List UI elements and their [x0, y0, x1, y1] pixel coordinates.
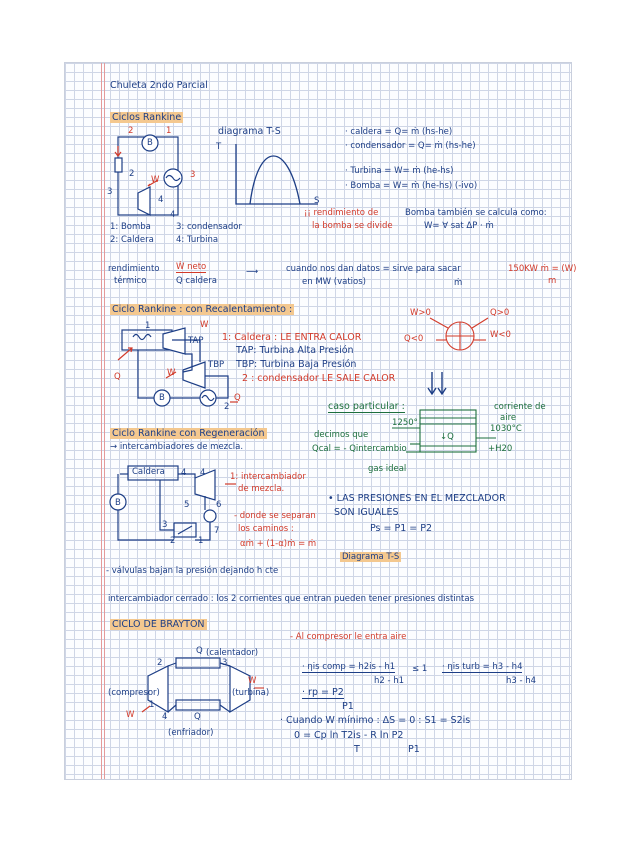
reheat-diagram-label: B	[159, 393, 165, 403]
regen-diagram-label: 2	[170, 536, 176, 546]
sign-w-neg: W<0	[490, 330, 511, 340]
caso-corriente: corriente de	[494, 402, 546, 412]
sign-q-pos: Q>0	[490, 308, 510, 318]
rankine-diagram-label: W	[151, 175, 160, 185]
rankine-diagram-label: 2	[128, 126, 134, 136]
brayton-diagram-label: 1	[149, 700, 155, 710]
presiones-eq: Ps = P1 = P2	[370, 523, 433, 534]
section-heading-rankine: Ciclos Rankine	[112, 112, 182, 123]
note-rendimiento-bomba: ¡¡ rendimiento de	[304, 208, 379, 218]
rankine-diagram-label: 1	[166, 126, 172, 136]
note-mw: ṁ	[454, 278, 463, 288]
section-heading-regen: Ciclo Rankine con Regeneración	[112, 428, 265, 439]
brayton-diagram-label: 4	[162, 712, 168, 722]
section-heading-brayton: CICLO DE BRAYTON	[112, 619, 205, 630]
regen-note: los caminos :	[238, 524, 294, 534]
presiones-note: SON IGUALES	[334, 507, 399, 518]
entropy-eq-den: T	[354, 744, 360, 755]
regen-diagram-label: 7	[214, 526, 220, 536]
brayton-calentador: (calentador)	[206, 648, 259, 658]
regen-subheading: → intercambiadores de mezcla.	[110, 442, 244, 452]
ts-diagram-title: diagrama T-S	[218, 126, 281, 137]
reheat-diagram-label: Q	[114, 372, 121, 382]
note-150kw: 150KW ṁ = (W)	[508, 264, 577, 274]
regen-caldera-box: Caldera	[132, 467, 165, 477]
regen-diagram-label: 4	[200, 468, 206, 478]
reheat-line-condensador: 2 : condensador LE SALE CALOR	[242, 373, 396, 384]
regen-note: - donde se separan	[234, 511, 316, 521]
regen-diagram-label: 4	[181, 468, 187, 478]
rankine-diagram-label: B	[147, 138, 153, 148]
eta-comp: · ηis comp = h2is - h1	[302, 662, 396, 672]
note-150kw-den: m	[548, 276, 557, 286]
note-mw: cuando nos dan datos = sirve para sacar	[286, 264, 461, 274]
regen-note: 1: intercambiador	[230, 472, 306, 482]
brayton-diagram-label: W	[126, 710, 135, 720]
caso-temp-right: 1030°C	[490, 424, 522, 434]
eta-turb-den: h3 - h4	[506, 676, 537, 686]
reheat-diagram-label: W	[200, 320, 209, 330]
regen-note: de mezcla.	[238, 484, 285, 494]
caso-particular-heading: caso particular :	[328, 401, 405, 412]
cuando-w-minimo: · Cuando W mínimo : ΔS = 0 : S1 = S2is	[280, 715, 471, 726]
rankine-diagram-label: 2	[129, 169, 135, 179]
rankine-diagram-label: 4	[158, 195, 164, 205]
caso-decimos: decimos que	[314, 430, 369, 440]
brayton-diagram-label: 2	[157, 658, 163, 668]
rend-numerator: Ẇ neto	[176, 262, 207, 272]
brayton-diagram-label: W	[248, 676, 257, 686]
sign-q-neg: Q<0	[404, 334, 424, 344]
rp-eq-den: P1	[342, 701, 354, 712]
ts-axis-t: T	[216, 142, 222, 152]
legend-caldera: 2: Caldera	[110, 235, 154, 245]
reheat-diagram-label: TBP	[208, 360, 225, 370]
caso-gas-ideal: gas ideal	[368, 464, 407, 474]
reheat-diagram-label: 2	[224, 402, 230, 412]
regen-diagram-label: 6	[216, 500, 222, 510]
reheat-line-tap: TAP: Turbina Alta Presión	[236, 345, 354, 356]
entropy-eq-den: P1	[408, 744, 420, 755]
regen-diagrama-ts: Diagrama T-S	[342, 552, 400, 562]
brayton-diagram-label: 3	[222, 658, 228, 668]
regen-diagram-label: B	[115, 498, 121, 508]
rend-arrow: ⟶	[246, 267, 259, 277]
reheat-line-caldera: 1: Caldera : LE ENTRA CALOR	[222, 332, 362, 343]
brayton-compresor: (compresor)	[108, 688, 160, 698]
presiones-note: • LAS PRESIONES EN EL MEZCLADOR	[328, 493, 506, 504]
rankine-diagram-label: 3	[190, 170, 196, 180]
reheat-line-tbp: TBP: Turbina Baja Presión	[236, 359, 357, 370]
caso-corriente: aire	[500, 413, 517, 423]
note-mw: en MW (vatios)	[302, 277, 366, 287]
note-bomba-calc: Bomba también se calcula como:	[405, 208, 547, 218]
note-bomba-se-divide: la bomba se divide	[312, 221, 393, 231]
legend-condensador: 3: condensador	[176, 222, 242, 232]
regen-note: αṁ + (1-α)ṁ = ṁ	[240, 539, 317, 549]
sign-w-pos: W>0	[410, 308, 431, 318]
note-bomba-eq: W= ∀ sat ΔP · ṁ	[424, 221, 494, 231]
brayton-compresor-note: - Al compresor le entra aire	[290, 632, 407, 642]
regen-diagram-label: 3	[162, 520, 168, 530]
legend-bomba: 1: Bomba	[110, 222, 151, 232]
brayton-enfriador: (enfriador)	[168, 728, 214, 738]
brayton-diagram-label: Q	[196, 646, 203, 656]
eta-comp-lt: ≤ 1	[412, 664, 428, 674]
brayton-diagram-label: Q	[194, 712, 201, 722]
caso-arrow-q: ↓Q	[440, 432, 454, 442]
reheat-diagram-label: 1	[145, 321, 151, 331]
reheat-diagram-label: W	[167, 368, 176, 378]
eq-condensador: · condensador = Q= ṁ (hs-he)	[345, 141, 476, 151]
rankine-diagram-label: 4	[170, 210, 176, 220]
eq-caldera: · caldera = Q= ṁ (hs-he)	[345, 127, 453, 137]
eq-turbina: · Turbina = W= ṁ (he-hs)	[345, 166, 454, 176]
rankine-diagram-label: 3	[107, 187, 113, 197]
legend-turbina: 4: Turbina	[176, 235, 219, 245]
section-heading-reheat: Ciclo Rankine : con Recalentamiento :	[112, 304, 293, 315]
rend-label: rendimiento	[108, 264, 160, 274]
caso-temp-left: 1250°	[392, 418, 418, 428]
brayton-turbina: (turbina)	[232, 688, 270, 698]
intercambiador-note: intercambiador cerrado : los 2 corrientes que entran pueden tener presiones distintas	[108, 594, 475, 604]
eta-comp-den: h2 - h1	[374, 676, 405, 686]
regen-diagram-label: 5	[184, 500, 190, 510]
reheat-diagram-label: Q	[234, 393, 241, 403]
eq-bomba: · Bomba = W= ṁ (he-hs) (-ivo)	[345, 181, 478, 191]
caso-decimos: Qcal = - Qintercambio	[312, 444, 407, 454]
valvulas-note: - válvulas bajan la presión dejando h cte	[106, 566, 279, 576]
rp-eq: · rp = P2	[302, 687, 344, 698]
caso-h20: +H20	[488, 444, 513, 454]
rend-denominator: Q caldera	[176, 276, 217, 286]
rend-label: térmico	[114, 276, 147, 286]
regen-diagram-label: 1	[198, 536, 204, 546]
entropy-eq: 0 = Cp ln T2is - R ln P2	[294, 730, 404, 741]
page-title: Chuleta 2ndo Parcial	[110, 80, 208, 91]
reheat-diagram-label: TAP	[188, 336, 204, 346]
eta-turb: · ηis turb = h3 - h4	[442, 662, 523, 672]
ts-axis-s: S	[314, 196, 320, 206]
